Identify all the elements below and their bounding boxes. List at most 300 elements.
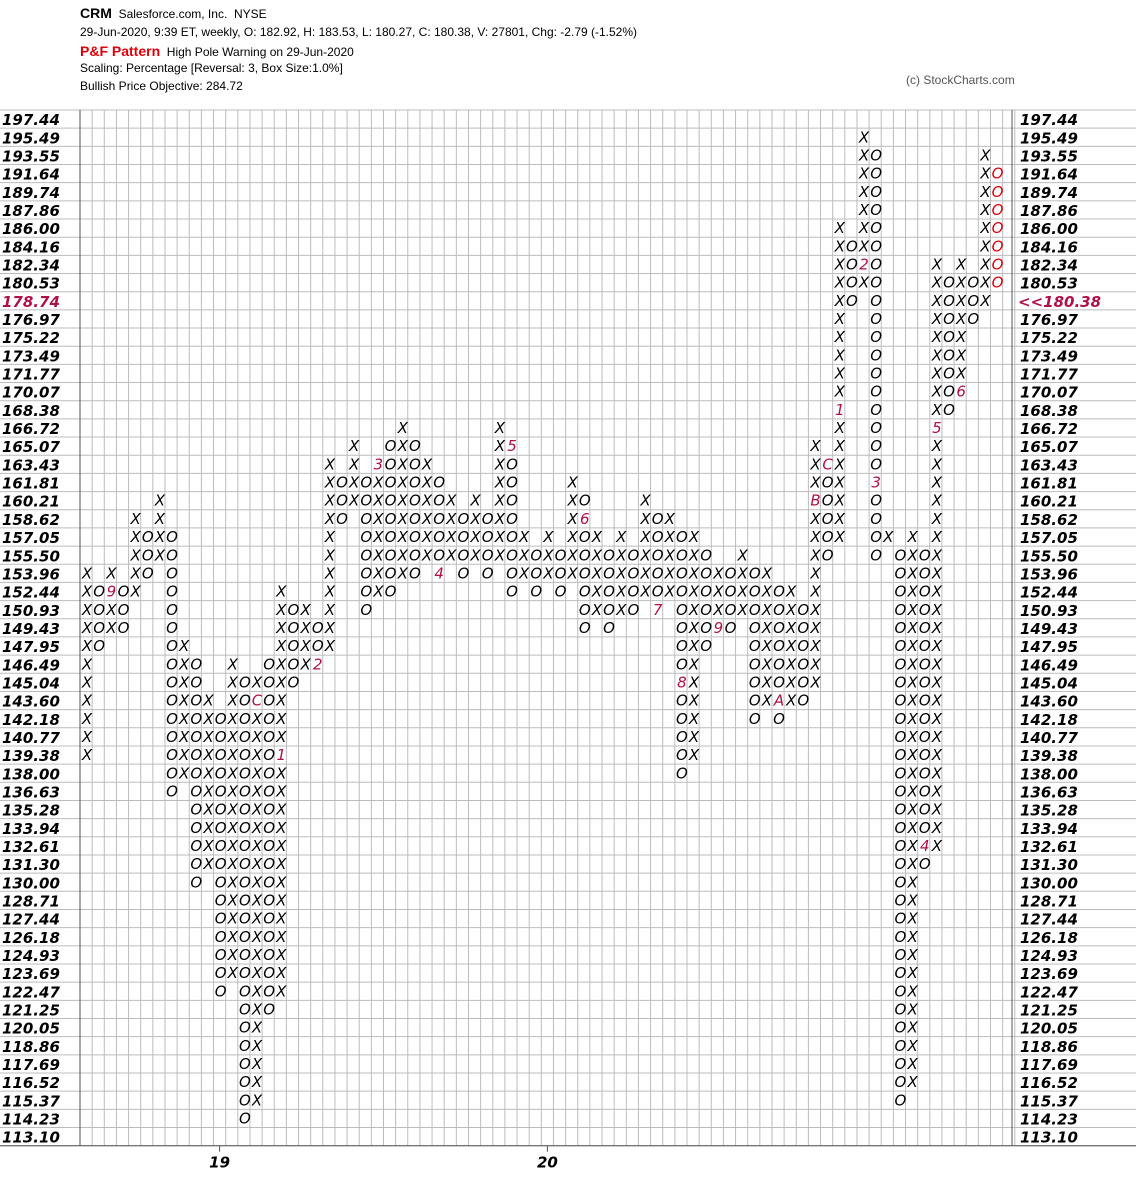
x-mark: X	[349, 437, 360, 456]
x-mark: X	[251, 927, 263, 946]
y-tick-label-left: 113.10	[2, 1128, 60, 1147]
y-tick-label-right: 139.38	[1020, 747, 1078, 766]
x-mark: X	[300, 637, 311, 656]
x-mark: X	[810, 673, 821, 692]
o-mark: O	[433, 528, 446, 547]
o-mark: O	[918, 855, 931, 874]
x-mark: X	[276, 637, 287, 656]
o-mark: O	[603, 618, 615, 637]
x-mark: X	[834, 528, 845, 547]
y-tick-label-right: 113.10	[1020, 1128, 1078, 1147]
o-mark: O	[918, 564, 931, 583]
o-mark: O	[238, 945, 251, 964]
x-mark: X	[373, 491, 384, 510]
x-mark: X	[81, 618, 93, 637]
o-mark: O	[894, 855, 907, 874]
o-mark: O	[676, 528, 688, 547]
x-mark: X	[154, 528, 166, 547]
o-mark: O	[263, 655, 276, 674]
y-tick-label-right: 171.77	[1020, 365, 1078, 384]
x-mark: X	[858, 237, 870, 256]
x-mark: X	[761, 618, 773, 637]
o-mark: O	[724, 618, 737, 637]
x-mark: X	[446, 509, 457, 528]
x-mark: X	[470, 491, 481, 510]
o-mark: O	[481, 564, 494, 583]
x-mark: X	[179, 727, 190, 746]
y-tick-label-right: 191.64	[1020, 165, 1078, 184]
x-mark: X	[349, 455, 360, 474]
x-mark: X	[227, 746, 238, 765]
x-mark: X	[251, 873, 263, 892]
o-mark: O	[190, 855, 203, 874]
y-tick-label-right: 126.18	[1020, 928, 1078, 947]
o-mark: O	[214, 964, 227, 983]
month-marker: 6	[580, 509, 590, 528]
x-mark: X	[931, 455, 943, 474]
x-mark: X	[907, 528, 918, 547]
y-tick-label-left: 175.22	[2, 329, 60, 348]
month-marker: 3	[373, 455, 384, 474]
x-mark: X	[227, 836, 238, 855]
o-mark: O	[651, 509, 664, 528]
o-mark: O	[190, 727, 203, 746]
y-tick-label-right: 193.55	[1020, 147, 1078, 166]
x-mark: X	[227, 673, 238, 692]
quote-line: 29-Jun-2020, 9:39 ET, weekly, O: 182.92, H: 183.53, L: 180.27, C: 180.38, V: 27801, Chg: -2.79 (-1.52%)	[80, 25, 638, 39]
x-mark: X	[907, 1073, 918, 1092]
o-mark: O	[918, 637, 931, 656]
o-mark: O	[967, 273, 980, 292]
x-mark: X	[810, 455, 821, 474]
o-mark: O	[117, 618, 130, 637]
y-tick-label-right: 145.04	[1020, 674, 1078, 693]
x-mark: X	[251, 855, 263, 874]
o-mark: O	[870, 201, 883, 220]
o-mark: O	[166, 746, 178, 765]
y-tick-label-left: 170.07	[2, 383, 60, 402]
y-tick-label-right: 130.00	[1020, 874, 1078, 893]
x-mark: X	[324, 473, 336, 492]
o-mark: O	[700, 600, 713, 619]
o-mark: O	[263, 782, 276, 801]
o-mark: O	[384, 564, 397, 583]
x-mark: X	[324, 455, 336, 474]
y-tick-label-right: 152.44	[1020, 583, 1078, 602]
o-mark: O	[578, 491, 591, 510]
x-mark: X	[494, 491, 505, 510]
month-marker: A	[773, 691, 785, 710]
o-mark: O	[263, 855, 276, 874]
o-mark: O	[918, 600, 931, 619]
o-mark: O	[894, 982, 907, 1001]
y-tick-label-left: 152.44	[2, 583, 60, 602]
o-mark: O	[408, 491, 421, 510]
x-mark: X	[810, 509, 821, 528]
y-tick-label-left: 120.05	[2, 1019, 60, 1038]
x-mark: X	[931, 346, 943, 365]
x-mark: X	[931, 655, 943, 674]
o-mark: O	[408, 564, 421, 583]
x-mark: X	[203, 818, 214, 837]
x-mark: X	[227, 909, 238, 928]
o-mark: O	[506, 528, 518, 547]
x-mark: X	[203, 836, 214, 855]
x-mark: X	[640, 582, 651, 601]
x-mark: X	[397, 509, 408, 528]
x-mark: X	[907, 764, 918, 783]
o-mark: O	[870, 237, 883, 256]
x-mark: X	[956, 328, 967, 347]
x-mark: X	[130, 582, 141, 601]
x-mark: X	[980, 273, 991, 292]
o-mark: O	[918, 582, 931, 601]
o-mark: O	[384, 491, 397, 510]
x-mark: X	[494, 419, 505, 438]
x-mark: X	[640, 546, 651, 565]
month-marker: 4	[919, 836, 930, 855]
exchange-name: NYSE	[233, 7, 267, 21]
x-mark: X	[276, 691, 287, 710]
x-mark: X	[106, 600, 117, 619]
x-mark: X	[688, 746, 700, 765]
o-mark: O	[408, 473, 421, 492]
o-mark: O	[263, 691, 276, 710]
o-mark: O	[651, 528, 664, 547]
x-mark: X	[251, 891, 263, 910]
o-mark: O	[457, 528, 470, 547]
y-tick-label-right: 128.71	[1020, 892, 1078, 911]
x-mark: X	[640, 564, 651, 583]
y-tick-label-right: 161.81	[1020, 474, 1078, 493]
o-mark: O	[967, 291, 980, 310]
o-mark: O	[943, 273, 955, 292]
o-mark: O	[166, 782, 178, 801]
o-mark: O	[894, 709, 907, 728]
x-tick-label: 19	[209, 1153, 231, 1172]
x-mark: X	[810, 473, 821, 492]
o-mark: O	[651, 582, 664, 601]
o-mark: O	[166, 546, 178, 565]
o-mark: O	[797, 618, 810, 637]
x-mark: X	[688, 727, 700, 746]
x-mark: X	[446, 528, 457, 547]
x-mark: X	[737, 582, 748, 601]
o-mark: O	[918, 782, 931, 801]
o-mark: O	[894, 1091, 907, 1110]
o-mark: O	[870, 400, 883, 419]
x-mark: X	[834, 346, 845, 365]
o-mark: O	[676, 746, 688, 765]
o-mark: O	[287, 655, 300, 674]
x-mark: X	[203, 782, 214, 801]
o-mark: O	[870, 146, 883, 165]
o-mark: O	[821, 528, 834, 547]
month-marker: 1	[276, 746, 287, 765]
o-mark: O	[481, 546, 494, 565]
o-mark: O	[481, 509, 494, 528]
o-mark: O	[506, 546, 518, 565]
o-mark: O	[238, 964, 251, 983]
o-mark: O	[603, 564, 615, 583]
o-mark: O	[263, 891, 276, 910]
x-mark: X	[956, 255, 967, 274]
x-mark: X	[518, 528, 530, 547]
x-mark: X	[834, 437, 845, 456]
o-mark: O	[773, 673, 785, 692]
x-mark: X	[567, 473, 578, 492]
month-marker: 8	[677, 673, 687, 692]
x-mark: X	[786, 618, 797, 637]
o-mark: O	[676, 618, 688, 637]
x-mark: X	[324, 528, 336, 547]
x-mark: X	[907, 945, 918, 964]
y-tick-label-left: 147.95	[2, 638, 60, 657]
x-mark: X	[688, 637, 700, 656]
x-mark: X	[980, 182, 991, 201]
y-tick-label-right: 187.86	[1020, 202, 1078, 221]
o-mark: O	[360, 600, 373, 619]
x-mark: X	[567, 528, 578, 547]
o-mark: O	[263, 945, 276, 964]
y-tick-label-left: 176.97	[2, 311, 60, 330]
o-mark: O	[166, 691, 178, 710]
x-mark: X	[276, 618, 287, 637]
o-mark: O	[918, 618, 931, 637]
o-mark: O	[93, 582, 106, 601]
o-mark: O	[870, 219, 883, 238]
month-marker: 6	[956, 382, 966, 401]
o-mark: O	[287, 673, 300, 692]
o-mark: O	[384, 437, 397, 456]
o-mark: O	[263, 982, 276, 1001]
x-mark: X	[276, 727, 287, 746]
y-tick-label-left: 132.61	[2, 837, 60, 856]
o-mark: O	[627, 564, 640, 583]
x-mark: X	[494, 509, 505, 528]
o-mark: O	[870, 546, 883, 565]
x-mark: X	[179, 655, 190, 674]
y-tick-label-left: 114.23	[2, 1110, 60, 1129]
x-mark: X	[251, 1036, 263, 1055]
o-mark: O	[676, 764, 688, 783]
x-mark: X	[616, 564, 627, 583]
x-mark: X	[858, 201, 870, 220]
y-tick-label-right: 189.74	[1020, 183, 1078, 202]
o-mark: O	[821, 546, 834, 565]
x-mark: X	[349, 491, 360, 510]
y-tick-label-left: 146.49	[2, 656, 60, 675]
x-mark: X	[931, 673, 943, 692]
o-mark: O	[651, 564, 664, 583]
x-mark: X	[251, 782, 263, 801]
y-tick-label-right: 150.93	[1020, 601, 1078, 620]
y-tick-label-left: 126.18	[2, 928, 60, 947]
o-mark: O	[263, 927, 276, 946]
x-mark: X	[276, 600, 287, 619]
o-mark: O	[238, 891, 251, 910]
x-mark: X	[276, 818, 287, 837]
y-tick-label-right: 155.50	[1020, 547, 1078, 566]
o-mark: O	[821, 509, 834, 528]
x-mark: X	[907, 600, 918, 619]
x-mark: X	[227, 782, 238, 801]
x-mark: X	[907, 873, 918, 892]
o-mark: O	[238, 818, 251, 837]
o-mark: O	[676, 709, 688, 728]
x-mark: X	[688, 546, 700, 565]
x-mark: X	[227, 855, 238, 874]
x-mark: X	[664, 564, 675, 583]
o-mark: O	[530, 582, 543, 601]
o-mark: O	[797, 600, 810, 619]
o-mark: O	[627, 546, 640, 565]
x-mark: X	[688, 709, 700, 728]
y-tick-label-left: 153.96	[2, 565, 60, 584]
x-mark: X	[421, 509, 433, 528]
o-mark: O	[894, 637, 907, 656]
y-tick-label-right: 136.63	[1020, 783, 1078, 802]
x-mark: X	[907, 1036, 918, 1055]
y-tick-label-right: 186.00	[1020, 220, 1078, 239]
o-mark: O	[894, 764, 907, 783]
x-mark: X	[664, 509, 675, 528]
x-mark: X	[810, 637, 821, 656]
o-mark: O	[894, 1000, 907, 1019]
x-mark: X	[227, 927, 238, 946]
o-mark: O	[360, 491, 373, 510]
x-mark: X	[931, 273, 943, 292]
o-mark: O	[190, 655, 203, 674]
o-mark: O	[311, 618, 324, 637]
x-mark: X	[907, 746, 918, 765]
o-mark: O	[214, 909, 227, 928]
o-mark: O	[214, 727, 227, 746]
x-mark: X	[931, 709, 943, 728]
x-mark: X	[761, 637, 773, 656]
y-tick-label-right: 120.05	[1020, 1019, 1078, 1038]
x-mark: X	[251, 764, 263, 783]
x-mark: X	[980, 164, 991, 183]
o-mark: O	[773, 582, 785, 601]
o-mark: O	[894, 1073, 907, 1092]
x-mark: X	[494, 437, 505, 456]
o-mark: O	[797, 691, 810, 710]
x-mark: X	[834, 328, 845, 347]
x-mark: X	[276, 836, 287, 855]
y-tick-label-left: 165.07	[2, 438, 60, 457]
y-tick-label-right: 132.61	[1020, 837, 1078, 856]
month-marker: 7	[652, 600, 663, 619]
y-tick-label-right: 131.30	[1020, 856, 1078, 875]
x-mark: X	[130, 564, 141, 583]
x-mark: X	[81, 673, 93, 692]
o-mark: O	[287, 637, 300, 656]
x-mark: X	[373, 509, 384, 528]
o-mark: O	[724, 582, 737, 601]
o-mark: O	[894, 746, 907, 765]
x-mark: X	[227, 800, 238, 819]
x-mark: X	[251, 964, 263, 983]
o-mark: O	[93, 618, 106, 637]
x-axis	[209, 1146, 558, 1172]
o-mark: O	[506, 582, 518, 601]
o-mark: O	[190, 818, 203, 837]
o-mark: O	[190, 746, 203, 765]
o-mark: O	[141, 564, 154, 583]
o-mark: O	[360, 528, 373, 547]
y-tick-label-right: 197.44	[1020, 111, 1078, 130]
o-mark: O	[894, 1055, 907, 1074]
o-mark: O	[918, 800, 931, 819]
y-tick-label-left: 180.53	[2, 274, 60, 293]
o-mark: O	[554, 582, 567, 601]
o-mark: O	[773, 655, 785, 674]
o-mark: O	[166, 673, 178, 692]
x-mark: X	[470, 546, 481, 565]
o-mark: O	[141, 546, 154, 565]
o-mark: O	[190, 691, 203, 710]
o-mark: O	[166, 655, 178, 674]
o-mark: O	[287, 600, 300, 619]
o-mark: O	[700, 637, 713, 656]
o-mark: O	[918, 691, 931, 710]
month-marker: 3	[871, 473, 881, 492]
x-mark: X	[373, 582, 384, 601]
x-mark: X	[931, 328, 943, 347]
x-mark: X	[786, 691, 797, 710]
x-mark: X	[834, 291, 845, 310]
y-tick-label-left: 158.62	[2, 510, 60, 529]
x-mark: X	[251, 1000, 263, 1019]
o-mark: O	[263, 727, 276, 746]
o-mark: O	[408, 437, 421, 456]
x-mark: X	[81, 564, 93, 583]
o-mark: O	[870, 328, 883, 347]
o-mark: O	[263, 800, 276, 819]
o-mark: O	[748, 655, 761, 674]
y-tick-label-left: 140.77	[2, 728, 60, 747]
o-mark: O	[773, 618, 785, 637]
y-tick-label-left: 155.50	[2, 547, 60, 566]
o-mark: O	[263, 764, 276, 783]
x-mark: X	[931, 310, 943, 329]
y-tick-label-right: 121.25	[1020, 1001, 1078, 1020]
x-mark: X	[251, 673, 263, 692]
x-mark: X	[591, 546, 603, 565]
x-mark: X	[494, 528, 505, 547]
y-tick-label-right: 175.22	[1020, 329, 1078, 348]
y-tick-label-right: 118.86	[1020, 1037, 1078, 1056]
o-mark: O	[894, 945, 907, 964]
x-mark: X	[179, 764, 190, 783]
o-mark: O	[894, 891, 907, 910]
o-mark: O	[578, 600, 591, 619]
x-mark: X	[931, 836, 943, 855]
x-mark: X	[737, 546, 748, 565]
o-mark: O	[214, 927, 227, 946]
o-mark: O	[506, 509, 518, 528]
y-tick-label-left: 145.04	[2, 674, 60, 693]
x-mark: X	[494, 546, 505, 565]
o-mark: O	[93, 637, 106, 656]
o-mark: O	[797, 637, 810, 656]
x-mark: X	[494, 455, 505, 474]
o-mark: O	[311, 637, 324, 656]
o-mark: O	[578, 528, 591, 547]
x-mark: X	[227, 945, 238, 964]
x-mark: X	[251, 800, 263, 819]
